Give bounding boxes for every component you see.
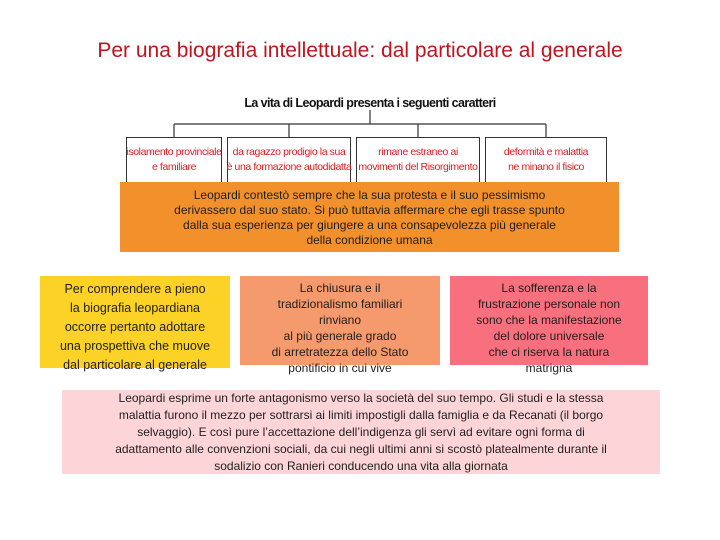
method-line: una prospettiva che muove (59, 339, 211, 353)
summary-line: dalla sua esperienza per giungere a una consapevolezza più generale (183, 218, 556, 232)
method-line: la biografia leopardiana (70, 301, 200, 315)
closure-line: di arretratezza dello Stato (271, 345, 409, 359)
diagram-heading: La vita di Leopardi presenta i seguenti caratteri (244, 96, 496, 110)
characteristic-line: isolamento provinciale (126, 146, 222, 158)
conclusion-box (62, 390, 660, 474)
summary-line: Leopardi contestò sempre che la sua protesta e il suo pessimismo (193, 188, 546, 202)
closure-line: rinviano (318, 313, 362, 327)
conclusion-line: adattamento alle convenzioni sociali, da cui negli ultimi anni si scostò platealmente durante il (115, 442, 607, 456)
characteristic-line: è una formazione autodidatta (226, 161, 352, 173)
characteristic-line: rimane estraneo ai (378, 146, 458, 158)
characteristic-line: deformità e malattia (503, 146, 589, 158)
suffering-box (450, 276, 648, 375)
suffering-line: del dolore universale (493, 329, 605, 343)
closure-line: tradizionalismo familiari (277, 297, 403, 311)
characteristic-isolation (126, 137, 222, 183)
conclusion-line: malattia furono il mezzo per sottrarsi ai limiti impostigli dalla famiglia e da Recanati (il borgo (118, 408, 604, 422)
summary-line: della condizione umana (306, 233, 433, 247)
method-line: Per comprendere a pieno (64, 282, 206, 296)
suffering-line: che ci riserva la natura (488, 345, 610, 359)
closure-box (240, 276, 440, 375)
conclusion-line: Leopardi esprime un forte antagonismo verso la società del suo tempo. Gli studi e la stessa (118, 391, 604, 405)
suffering-line: sono che la manifestazione (476, 313, 622, 327)
closure-line: pontificio in cui vive (288, 361, 392, 375)
summary-box (120, 182, 619, 252)
characteristic-line: e familiare (151, 161, 197, 173)
suffering-line: frustrazione personale non (477, 297, 621, 311)
method-line: dal particolare al generale (63, 358, 207, 372)
conclusion-line: selvaggio). E così pure l’accettazione dell’indigenza gli servì ad evitare ogni forma di (137, 425, 585, 439)
characteristic-line: ne minano il fisico (508, 161, 584, 173)
characteristic-risorgimento (356, 137, 480, 183)
characteristic-line: da ragazzo prodigio la sua (232, 146, 346, 158)
conclusion-line: sodalizio con Ranieri conducendo una vita alla giornata (214, 459, 508, 473)
method-box (40, 276, 230, 372)
method-line: occorre pertanto adottare (64, 320, 206, 334)
slide-title: Per una biografia intellettuale: dal particolare al generale (97, 39, 623, 62)
summary-line: derivassero dal suo stato. Si può tuttavia affermare che egli trasse spunto (174, 203, 565, 217)
characteristic-line: movimenti del Risorgimento (358, 161, 478, 173)
suffering-line: matrigna (525, 361, 573, 375)
closure-line: al più generale grado (283, 329, 397, 343)
characteristic-illness (485, 137, 607, 183)
characteristic-self-taught (227, 137, 351, 183)
suffering-line: La sofferenza e la (501, 281, 597, 295)
closure-line: La chiusura e il (299, 281, 381, 295)
